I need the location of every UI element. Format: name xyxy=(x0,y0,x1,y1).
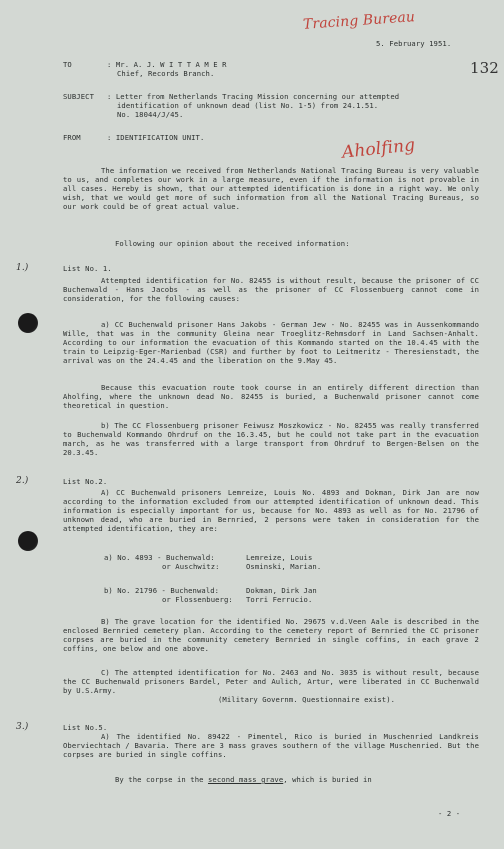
handwritten-tracing-note: Tracing Bureau xyxy=(302,9,416,33)
row-2b-left: or Flossenbuerg: xyxy=(162,595,233,604)
section-1-para-a2: Because this evacuation route took course in an entirely different direction than Aholfing, where the unknown dead No. 82455 is buried, a Buchenwald prisoner cannot come theoretical in question. xyxy=(63,383,479,410)
row-2-right: Dokman, Dirk Jan xyxy=(246,586,317,595)
from-label: FROM xyxy=(63,133,81,142)
section-2-para-c2: (Military Governm. Questionnaire exist). xyxy=(218,695,396,704)
page-footer-number: - 2 - xyxy=(438,809,461,818)
subject-line-2: identification of unknown dead (list No. 1-5) from 24.1.51. xyxy=(117,101,379,110)
section-3-title: List No.5. xyxy=(63,723,108,732)
from-value: : IDENTIFICATION UNIT. xyxy=(107,133,205,142)
to-value: : Mr. A. J. W I T T A M E R xyxy=(107,60,227,69)
subject-label: SUBJECT xyxy=(63,92,94,101)
row-1b-right: Osminski, Marian. xyxy=(246,562,322,571)
row-2-left: b) No. 21796 - Buchenwald: xyxy=(104,586,220,595)
last-line-part-1: By the corpse in the xyxy=(115,775,208,784)
section-1-para: Attempted identification for No. 82455 is without result, because the prisoner of CC Buchenwald - Hans Jacobs - as well as the prisoner of CC Flossenbuerg cannot come in consideration, for the following causes: xyxy=(63,276,479,303)
to-value-title: Chief, Records Branch. xyxy=(117,69,215,78)
last-line-part-2: , which is buried in xyxy=(283,775,372,784)
section-2-para-c: C) The attempted identification for No. 2463 and No. 3035 is without result, because the CC Buchenwald prisoners Bardel, Peter and Aulich, Artur, were liberated in CC Buchenwald by U.S.Army. xyxy=(63,668,479,695)
section-1-marker: 1.) xyxy=(16,263,29,273)
last-line-underlined: second mass grave xyxy=(207,775,284,784)
punch-hole-middle xyxy=(18,531,38,551)
section-2-para-b: B) The grave location for the identified No. 29675 v.d.Veen Aale is described in the enclosed Bernried cemetery plan. According to the cemetery report of Bernried the CC prisoner corpses are buried in the community cemetery Bernried in single coffins, in each grave 2 coffins, one below and one above. xyxy=(63,617,479,653)
document-date: 5. February 1951. xyxy=(376,39,452,48)
subject-line-3: No. 18044/J/45. xyxy=(117,110,184,119)
punch-hole-top xyxy=(18,313,38,333)
to-label: TO xyxy=(63,60,72,69)
subject-line-1: : Letter from Netherlands Tracing Mission concerning our attempted xyxy=(107,92,400,101)
section-2-para-a: A) CC Buchenwald prisoners Lemreize, Louis No. 4893 and Dokman, Dirk Jan are now according to the information excluded from our attempted identification of unknown dead. This information is especially important for us, because for No. 4893 as well as for No. 21796 of unknown dead, who are buried in Bernried, 2 persons were taken in consideration for the attempted identification, they are: xyxy=(63,488,479,533)
intro-paragraph: The information we received from Netherlands National Tracing Bureau is very valuable to us, and completes our work in a large measure, even if the information is not provable in all cases. Hereby is shown, that our attempted identification is done in a right way. We only wish, that we would get more of such information from all the National Tracing Bureaus, so our work could be of great actual value. xyxy=(63,166,479,211)
section-3-para-a: A) The identified No. 89422 - Pimentel, Rico is buried in Muschenried Landkreis Oberviechtach / Bavaria. There are 3 mass graves southern of the village Muschenried. But the corpses are buried in single coffins. xyxy=(63,732,479,759)
section-1-title: List No. 1. xyxy=(63,264,112,273)
section-3-last-line xyxy=(115,776,485,785)
row-1-right: Lemreize, Louis xyxy=(246,553,313,562)
handwritten-aholfing-note: Aholfing xyxy=(341,135,417,163)
following-line: Following our opinion about the received information: xyxy=(115,239,350,248)
section-3-marker: 3.) xyxy=(16,722,29,732)
section-1-para-b: b) The CC Flossenbuerg prisoner Feiwusz Moszkowicz - No. 82455 was really transferred to Buchenwald Kommando Ohrdruf on the 16.3.45, but he could not take part in the evacuation march, as he was transferred with a large transport from Ohrdruf to Bergen-Belsen on the 20.3.45. xyxy=(63,421,479,457)
row-1b-left: or Auschwitz: xyxy=(162,562,220,571)
handwritten-page-number: 132 xyxy=(470,59,499,77)
row-1-left: a) No. 4893 - Buchenwald: xyxy=(104,553,215,562)
section-1-para-a: a) CC Buchenwald prisoner Hans Jakobs - German Jew - No. 82455 was in Aussenkommando Wille, that was in the community Gleina near Troeglitz-Rehmsdorf in Land Sachsen-Anhalt. According to our information the evacuation of this Kommando started on the 10.4.45 with the train to Leipzig-Eger-Marienbad (CSR) and further by foot to Leitmeritz - Theresienstadt, the arrival was on the 24.4.45 and the liberation on the 9.May 45. xyxy=(63,320,479,365)
section-2-title: List No.2. xyxy=(63,477,108,486)
row-2b-right: Torri Ferrucio. xyxy=(246,595,313,604)
section-2-marker: 2.) xyxy=(16,476,29,486)
